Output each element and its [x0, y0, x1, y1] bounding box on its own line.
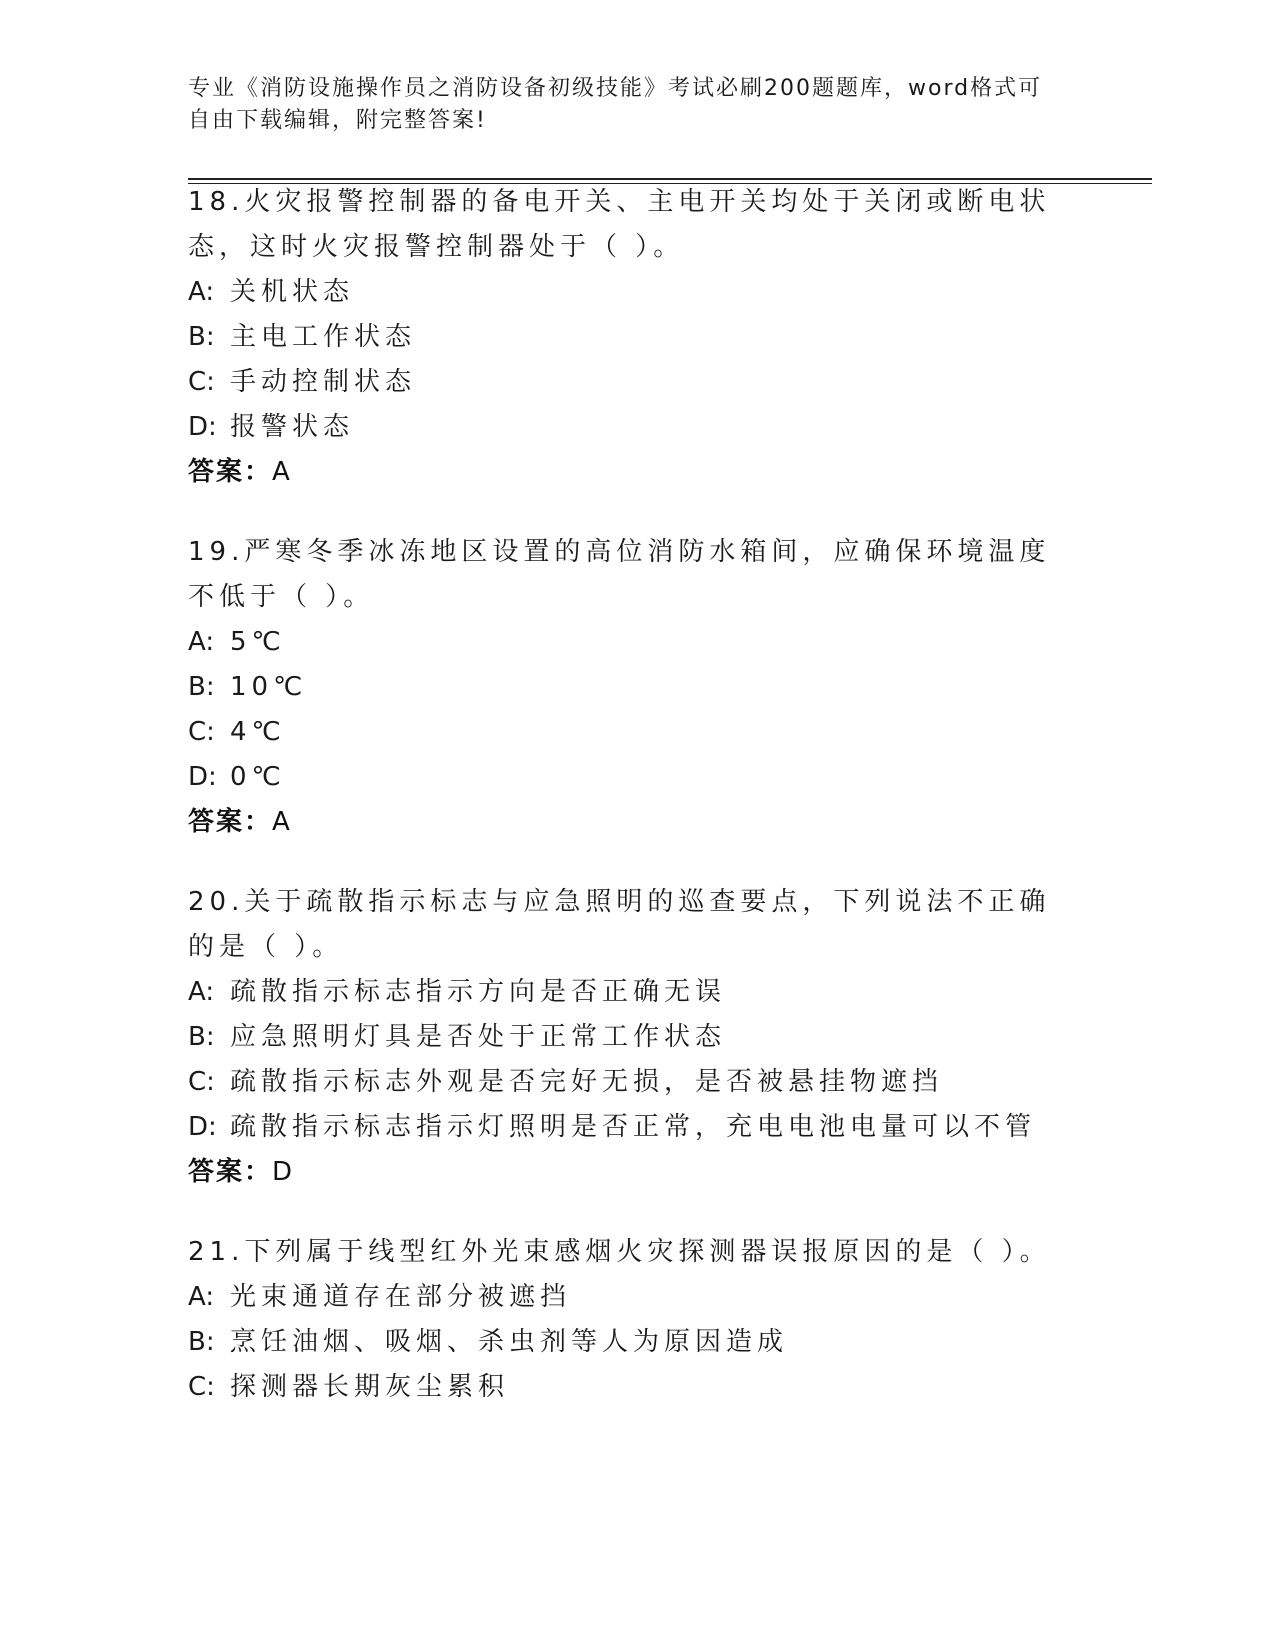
- option-d: [188, 405, 1078, 450]
- option-key: C:: [188, 1372, 215, 1402]
- question-stem: 19.严寒冬季冰冻地区设置的高位消防水箱间，应确保环境温度不低于（ ）。: [188, 537, 1051, 612]
- question-stem: 21.下列属于线型红外光束感烟火灾探测器误报原因的是（ ）。: [188, 1237, 1051, 1267]
- option-a: [188, 970, 1078, 1015]
- option-text: 光束通道存在部分被遮挡: [230, 1282, 572, 1312]
- option-text: 4℃: [230, 717, 286, 747]
- option-b: [188, 1015, 1078, 1060]
- option-text: 应急照明灯具是否处于正常工作状态: [230, 1022, 727, 1052]
- answer-label: 答案：: [188, 1157, 273, 1187]
- option-c: [188, 710, 1078, 755]
- option-key: A:: [188, 1282, 215, 1312]
- option-text: 探测器长期灰尘累积: [230, 1372, 510, 1402]
- option-key: B:: [188, 672, 215, 702]
- answer-value: D: [272, 1157, 295, 1187]
- option-b: [188, 315, 1078, 360]
- option-c: [188, 1060, 1078, 1105]
- option-text: 10℃: [230, 672, 308, 702]
- header-line-1: 专业《消防设施操作员之消防设备初级技能》考试必刷200题题库，word格式可: [188, 76, 1043, 101]
- option-text: 5℃: [230, 627, 286, 657]
- answer-label: 答案：: [188, 807, 273, 837]
- option-b: [188, 1320, 1078, 1365]
- header-line-2: 自由下载编辑，附完整答案!: [188, 108, 487, 133]
- option-key: D:: [188, 412, 217, 442]
- answer-line: [188, 450, 1078, 495]
- answer-value: A: [272, 807, 292, 837]
- option-key: C:: [188, 1067, 215, 1097]
- question-stem: 18.火灾报警控制器的备电开关、主电开关均处于关闭或断电状态，这时火灾报警控制器处于（ ）。: [188, 187, 1051, 262]
- option-key: B:: [188, 1327, 215, 1357]
- option-text: 疏散指示标志指示灯照明是否正常，充电电池电量可以不管: [230, 1112, 1037, 1142]
- answer-value: A: [272, 457, 292, 487]
- answer-line: [188, 800, 1078, 845]
- option-text: 烹饪油烟、吸烟、杀虫剂等人为原因造成: [230, 1327, 789, 1357]
- option-text: 报警状态: [230, 412, 355, 442]
- option-c: [188, 1365, 1078, 1410]
- option-key: D:: [188, 1112, 217, 1142]
- document-header: [188, 73, 1068, 137]
- option-text: 0℃: [230, 762, 286, 792]
- question-stem: 20.关于疏散指示标志与应急照明的巡查要点，下列说法不正确的是（ ）。: [188, 887, 1051, 962]
- option-a: [188, 1275, 1078, 1320]
- option-key: A:: [188, 277, 215, 307]
- question-19: [188, 530, 1078, 845]
- option-text: 疏散指示标志外观是否完好无损，是否被悬挂物遮挡: [230, 1067, 944, 1097]
- option-key: B:: [188, 322, 215, 352]
- option-key: A:: [188, 627, 215, 657]
- answer-line: [188, 1150, 1078, 1195]
- option-d: [188, 1105, 1078, 1150]
- option-d: [188, 755, 1078, 800]
- question-21: [188, 1230, 1078, 1410]
- option-c: [188, 360, 1078, 405]
- option-key: B:: [188, 1022, 215, 1052]
- option-key: D:: [188, 762, 217, 792]
- option-key: C:: [188, 717, 215, 747]
- question-20: [188, 880, 1078, 1195]
- option-b: [188, 665, 1078, 710]
- option-text: 主电工作状态: [230, 322, 417, 352]
- option-key: A:: [188, 977, 215, 1007]
- answer-label: 答案：: [188, 457, 273, 487]
- option-text: 手动控制状态: [230, 367, 417, 397]
- option-text: 关机状态: [230, 277, 355, 307]
- option-a: [188, 620, 1078, 665]
- option-key: C:: [188, 367, 215, 397]
- option-a: [188, 270, 1078, 315]
- option-text: 疏散指示标志指示方向是否正确无误: [230, 977, 727, 1007]
- question-18: [188, 180, 1078, 495]
